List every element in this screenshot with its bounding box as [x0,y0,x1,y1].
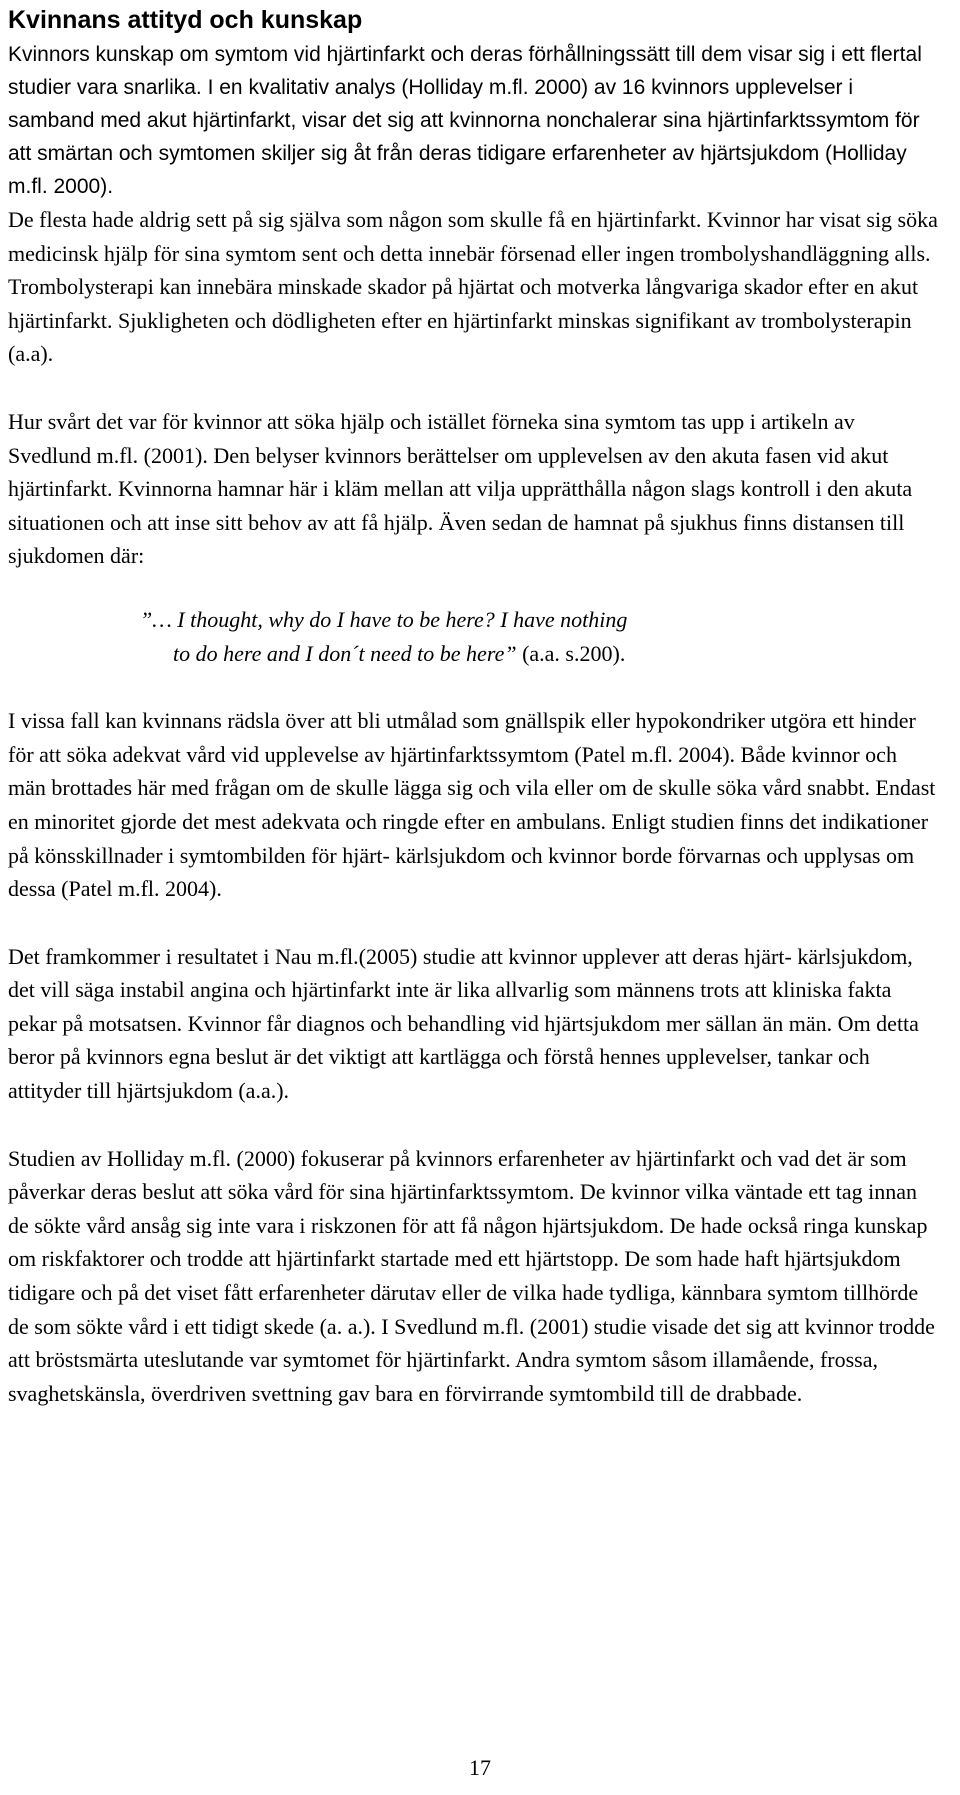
paragraph-1-continuation: De flesta hade aldrig sett på sig själva som någon som skulle få en hjärtinfarkt. Kvinnor har visat sig söka medicinsk hjälp för sina symtom sent och detta innebär försenad eller ingen trombolyshandläggning alls. Trombolysterapi kan innebära minskade skador på hjärtat och motverka långvariga skador efter en akut hjärtinfarkt. Sjukligheten och dödligheten efter en hjärtinfarkt minskas signifikant av trombolysterapin (a.a). [8,207,938,367]
section-heading: Kvinnans attityd och kunskap [8,6,363,34]
quote-line-1: ”… I thought, why do I have to be here? I have nothing [140,606,628,632]
paragraph-2: Hur svårt det var för kvinnor att söka hjälp och istället förneka sina symtom tas upp i artikeln av Svedlund m.fl. (2001). Den belyser kvinnors berättelser om upplevelsen av den akuta fasen vid akut hjärtinfarkt. Kvinnorna hamnar här i kläm mellan att vilja upprätthålla någon slags kontroll i den akuta situationen och att inse sitt behov av att få hjälp. Även sedan de hamnat på sjukhus finns distansen till sjukdomen där: [8,408,913,569]
quote-line-2-italic: to do here and I don´t need to be here” [173,640,517,666]
document-page [8,0,938,1410]
intro-paragraph: Kvinnors kunskap om symtom vid hjärtinfarkt och deras förhållningssätt till dem visar sig i ett flertal studier vara snarlika. I en kvalitativ analys (Holliday m.fl. 2000) av 16 kvinnors upplevelser i samband med akut hjärtinfarkt, visar det sig att kvinnorna nonchalerar sina hjärtinfarktssymtom för att smärtan och symtomen skiljer sig åt från deras tidigare erfarenheter av hjärtsjukdom (Holliday m.fl. 2000). [8,43,922,198]
paragraph-4: Det framkommer i resultatet i Nau m.fl.(2005) studie att kvinnor upplever att deras hjärt- kärlsjukdom, det vill säga instabil angina och hjärtinfarkt inte är lika allvarlig som männens trots att kliniska fakta pekar på motsatsen. Kvinnor får diagnos och behandling vid hjärtsjukdom mer sällan än män. Om detta beror på kvinnors egna beslut är det viktigt att kartlägga och förstå hennes upplevelser, tankar och attityder till hjärtsjukdom (a.a.). [8,943,919,1104]
quote-line-2 [8,637,938,671]
paragraph-3: I vissa fall kan kvinnans rädsla över att bli utmålad som gnällspik eller hypokondriker utgöra ett hinder för att söka adekvat vård vid upplevelse av hjärtinfarktssymtom (Patel m.fl. 2004). Både kvinnor och män brottades här med frågan om de skulle lägga sig och vila eller om de skulle söka vård snabbt. Endast en minoritet gjorde det mest adekvata och ringde efter en ambulans. Enligt studien finns det indikationer på könsskillnader i symtombilden för hjärt- kärlsjukdom och kvinnor borde förvarnas och upplysas om dessa (Patel m.fl. 2004). [8,708,936,902]
page-number: 17 [469,1755,491,1780]
block-quote [8,603,938,670]
paragraph-5: Studien av Holliday m.fl. (2000) fokuserar på kvinnors erfarenheter av hjärtinfarkt och vad det är som påverkar deras beslut att söka vård för sina hjärtinfarktssymtom. De kvinnor vilka väntade ett tag innan de sökte vård ansåg sig inte vara i riskzonen för att få någon hjärtsjukdom. De hade också ringa kunskap om riskfaktorer och trodde att hjärtinfarkt startade med ett hjärtstopp. De som hade haft hjärtsjukdom tidigare och på det viset fått erfarenheter därutav eller de vilka hade tydliga, kännbara symtom tillhörde de som sökte vård i ett tidigt skede (a. a.). I Svedlund m.fl. (2001) studie visade det sig att kvinnor trodde att bröstsmärta uteslutande var symtomet för hjärtinfarkt. Andra symtom såsom illamående, frossa, svaghetskänsla, överdriven svettning gav bara en förvirrande symtombild till de drabbade. [8,1145,935,1406]
quote-reference: (a.a. s.200). [516,640,626,666]
